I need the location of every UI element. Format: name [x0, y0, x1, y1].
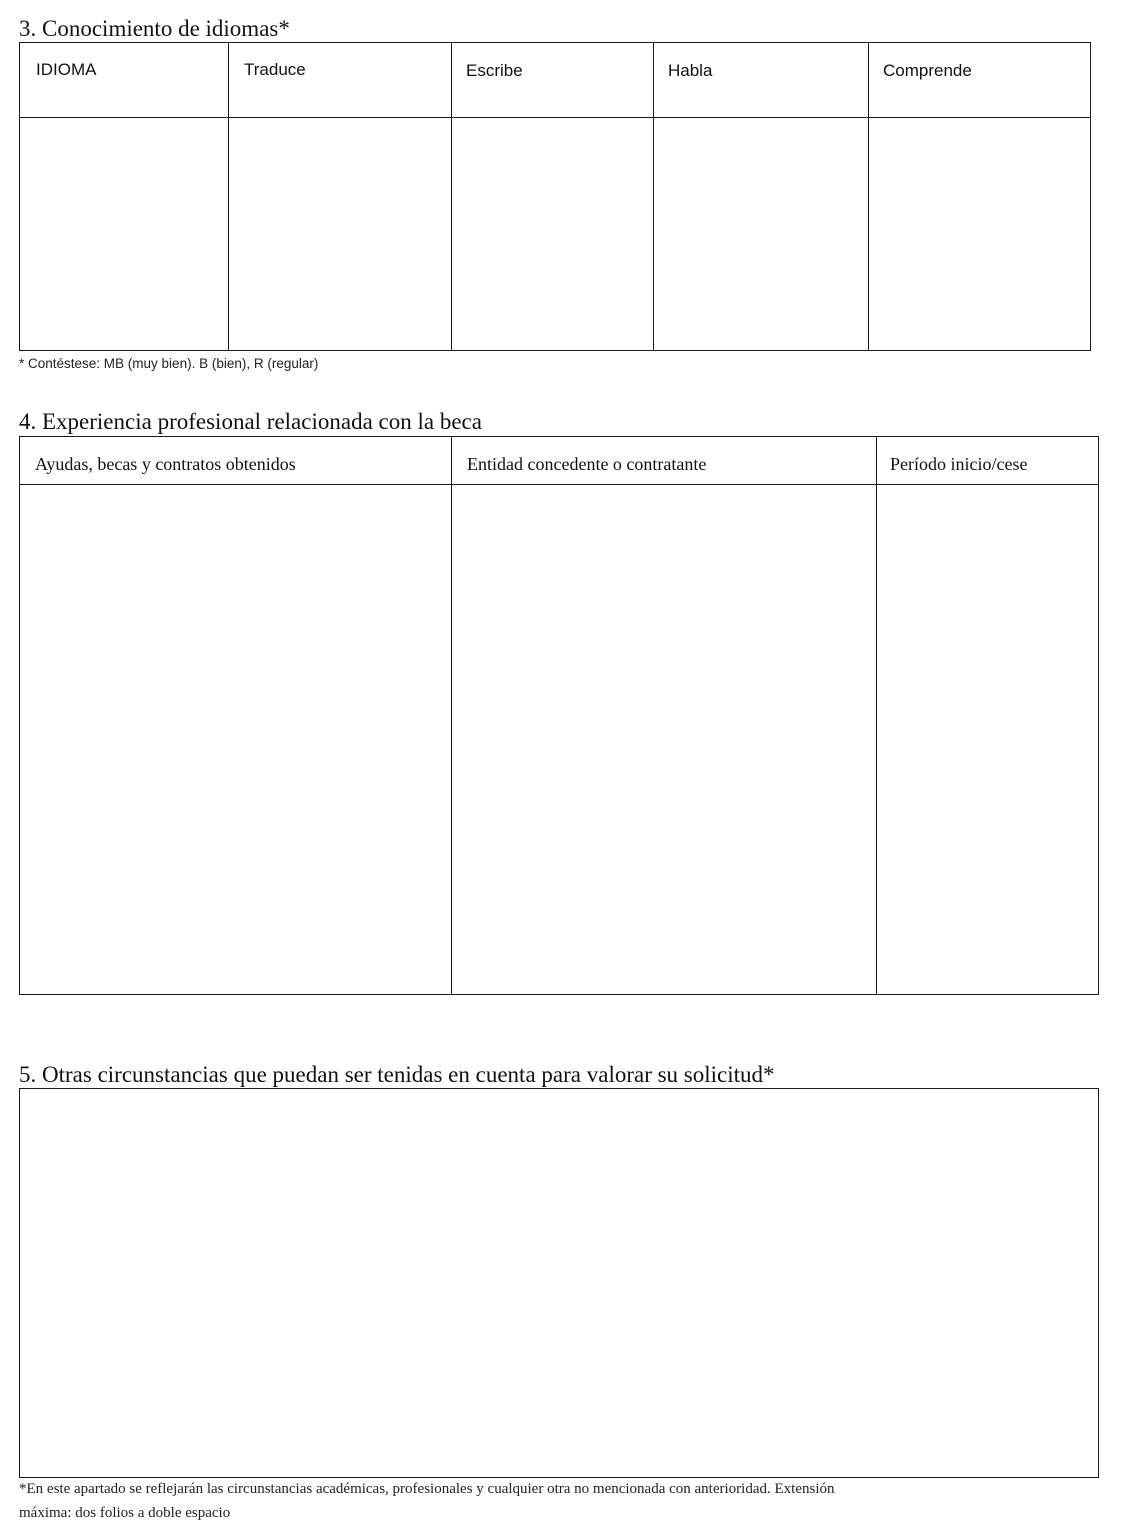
- languages-table-header-divider: [19, 117, 1091, 118]
- section-5-title: 5. Otras circunstancias que puedan ser tenidas en cuenta para valorar su solicitud*: [19, 1062, 775, 1087]
- languages-table-col-divider: [228, 42, 229, 351]
- header-entidad: Entidad concedente o contratante: [467, 454, 707, 474]
- idioma-input[interactable]: [21, 120, 227, 349]
- comprende-input[interactable]: [870, 120, 1089, 349]
- languages-table-col-divider: [653, 42, 654, 351]
- periodo-input[interactable]: [878, 487, 1097, 993]
- header-comprende: Comprende: [883, 61, 972, 80]
- section-5-footnote-line1: *En este apartado se reflejarán las circunstancias académicas, profesionales y cualquier otra no mencionada con anterioridad. Extensión: [19, 1481, 835, 1497]
- languages-table-col-divider: [451, 42, 452, 351]
- habla-input[interactable]: [655, 120, 867, 349]
- experience-table-col-divider: [451, 436, 452, 995]
- header-traduce: Traduce: [244, 60, 306, 79]
- section-3-title: 3. Conocimiento de idiomas*: [19, 16, 290, 41]
- header-habla: Habla: [668, 61, 713, 80]
- header-ayudas: Ayudas, becas y contratos obtenidos: [35, 454, 296, 474]
- other-circumstances-input[interactable]: [21, 1090, 1097, 1476]
- header-escribe: Escribe: [466, 61, 523, 80]
- entidad-input[interactable]: [453, 487, 875, 993]
- section-3-footnote: * Contéstese: MB (muy bien). B (bien), R (regular): [19, 356, 319, 371]
- languages-table-col-divider: [868, 42, 869, 351]
- traduce-input[interactable]: [230, 120, 450, 349]
- header-idioma: IDIOMA: [36, 60, 97, 79]
- section-5-footnote-line2: máxima: dos folios a doble espacio: [19, 1505, 231, 1521]
- escribe-input[interactable]: [453, 120, 652, 349]
- ayudas-input[interactable]: [21, 487, 450, 993]
- experience-table-col-divider: [876, 436, 877, 995]
- header-periodo: Período inicio/cese: [890, 454, 1028, 474]
- section-4-title: 4. Experiencia profesional relacionada con la beca: [19, 409, 482, 434]
- experience-table-header-divider: [19, 484, 1099, 485]
